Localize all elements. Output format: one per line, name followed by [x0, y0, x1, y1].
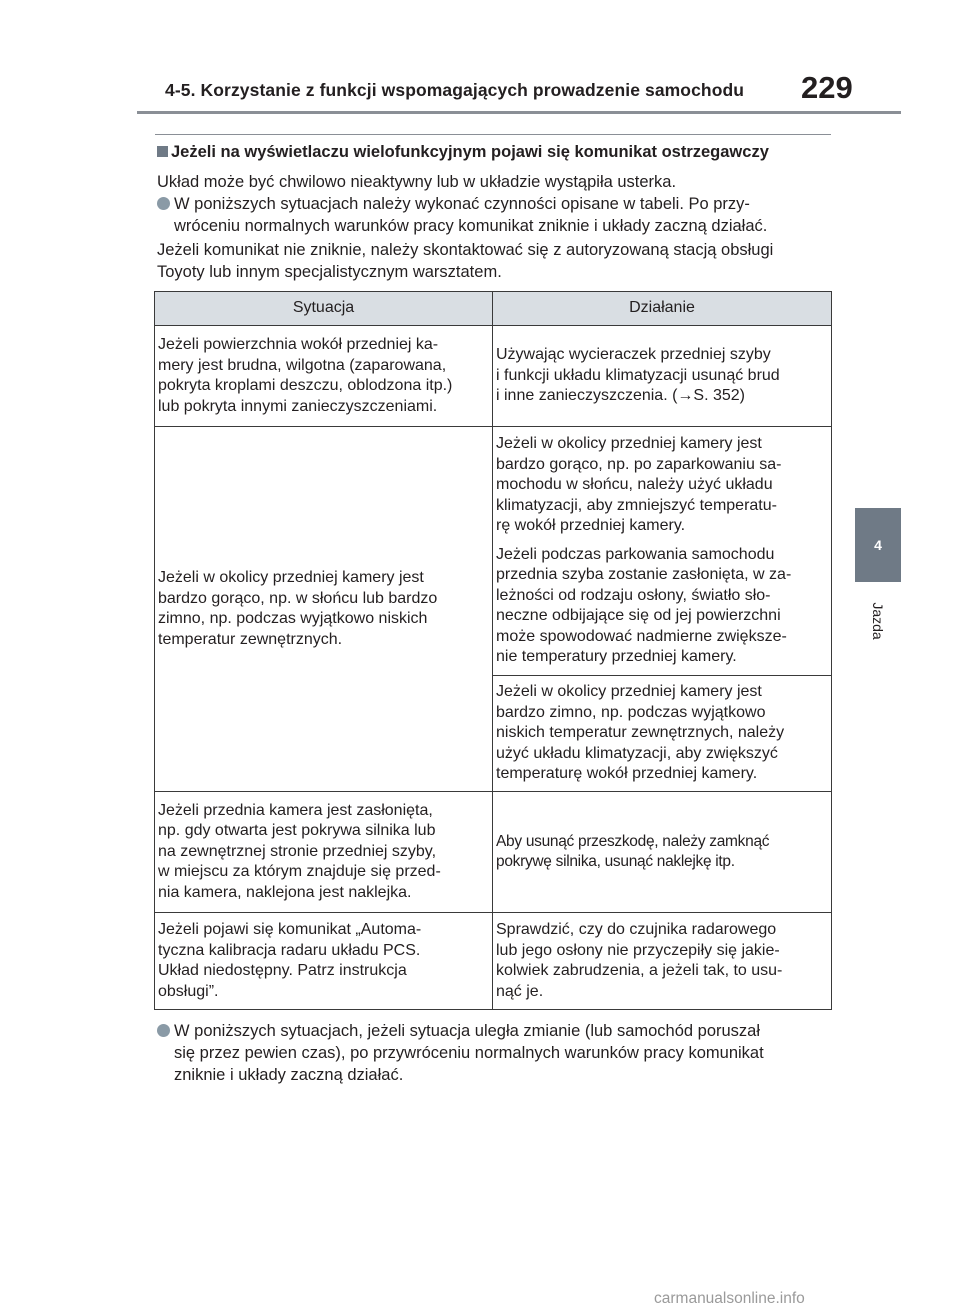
cell-line: nia kamera, naklejona jest naklejka.	[158, 883, 412, 901]
cell-line: obsługi”.	[158, 982, 219, 1000]
cell-line: tyczna kalibracja radaru układu PCS.	[158, 941, 421, 959]
cell-line: mochodu w słońcu, należy użyć układu	[496, 476, 773, 494]
cell-line: temperaturę wokół przedniej kamery.	[496, 765, 758, 783]
action-cell	[493, 326, 832, 427]
bullet-paragraph-1	[157, 193, 833, 237]
cell-line: np. gdy otwarta jest pokrywa silnika lub	[158, 822, 436, 840]
cell-line: kolwiek zabrudzenia, a jeżeli tak, to usu-	[496, 962, 783, 979]
cell-line: neczne odbijające się od jej powierzchni	[496, 607, 781, 625]
table-row	[155, 792, 832, 913]
cell-line: w miejscu za którym znajduje się przed-	[158, 863, 441, 881]
watermark: carmanualsonline.info	[654, 1290, 805, 1307]
situation-action-table	[154, 291, 832, 1010]
header-situation: Sytuacja	[155, 292, 493, 326]
cell-line: temperatur zewnętrznych.	[158, 630, 343, 648]
situation-cell	[155, 326, 493, 427]
table-row	[155, 913, 832, 1010]
cell-line: lub jego osłony nie przyczepiły się jakie-	[496, 941, 780, 959]
cell-line: niskich temperatur zewnętrznych, należy	[496, 724, 785, 742]
cell-line: Układ niedostępny. Patrz instrukcja	[158, 962, 407, 979]
cell-line: i funkcji układu klimatyzacji usunąć brud	[496, 366, 780, 384]
action-cell	[493, 676, 832, 792]
page-number: 229	[801, 70, 853, 105]
contact-line: Jeżeli komunikat nie zniknie, należy skontaktować się z autoryzowaną stacją obsługi	[157, 241, 774, 259]
situation-cell	[155, 427, 493, 792]
table-row	[155, 326, 832, 427]
cell-line: Aby usunąć przeszkodę, należy zamknąć	[496, 832, 770, 850]
intro-paragraph: Układ może być chwilowo nieaktywny lub w układzie wystąpiła usterka.	[157, 173, 677, 191]
cell-line: mery jest brudna, wilgotna (zaparowana,	[158, 356, 447, 374]
chapter-label-text: Jazda	[870, 602, 886, 640]
page-header-title: 4-5. Korzystanie z funkcji wspomagających prowadzenie samochodu	[165, 80, 745, 100]
bullet1-line: W poniższych sytuacjach należy wykonać czynności opisane w tabeli. Po przy-	[174, 195, 750, 213]
cell-line: lub pokryta innymi zanieczyszczeniami.	[158, 397, 438, 415]
cell-line: Używając wycieraczek przedniej szyby	[496, 346, 771, 364]
header-divider	[137, 111, 901, 114]
cell-line: Jeżeli w okolicy przedniej kamery jest	[158, 569, 424, 586]
cell-line: leżności od rodzaju osłony, światło sło-	[496, 586, 771, 604]
header-action: Działanie	[493, 292, 832, 326]
circle-bullet-icon	[157, 1024, 170, 1037]
cell-line: bardzo gorąco, np. w słońcu lub bardzo	[158, 589, 438, 607]
bullet-paragraph-2	[157, 1020, 833, 1086]
section-divider	[155, 134, 831, 135]
table-row	[155, 427, 832, 676]
action-cell	[493, 792, 832, 913]
situation-cell	[155, 792, 493, 913]
cell-line: klimatyzacji, aby zmniejszyć temperatu-	[496, 496, 777, 514]
cell-line: użyć układu klimatyzacji, aby zwiększyć	[496, 744, 778, 762]
cell-line: Jeżeli podczas parkowania samochodu	[496, 545, 775, 563]
table-header-row	[155, 292, 832, 326]
bullet2-line: zniknie i układy zaczną działać.	[174, 1066, 404, 1084]
cell-line: Jeżeli w okolicy przedniej kamery jest	[496, 683, 762, 701]
bullet2-line: się przez pewien czas), po przywróceniu normalnych warunków pracy komunikat	[174, 1044, 764, 1062]
chapter-tab: 4	[855, 508, 901, 582]
cell-line: przednia szyba zostanie zasłonięta, w za-	[496, 566, 792, 584]
bullet2-line: W poniższych sytuacjach, jeżeli sytuacja uległa zmianie (lub samochód poruszał	[174, 1022, 761, 1040]
cell-line: na zewnętrznej stronie przedniej szyby,	[158, 842, 437, 860]
cell-line: Jeżeli powierzchnia wokół przedniej ka-	[158, 336, 439, 353]
cell-line: zimno, np. podczas wyjątkowo niskich	[158, 610, 428, 627]
bullet1-line: wróceniu normalnych warunków pracy komunikat zniknie i układy zaczną działać.	[174, 217, 768, 235]
cell-line: bardzo zimno, np. podczas wyjątkowo	[496, 703, 766, 721]
cell-line: Jeżeli pojawi się komunikat „Automa-	[158, 921, 422, 938]
contact-line: Toyoty lub innym specjalistycznym warsztatem.	[157, 263, 502, 281]
circle-bullet-icon	[157, 197, 170, 210]
action-cell	[493, 427, 832, 676]
situation-cell	[155, 913, 493, 1010]
contact-paragraph	[157, 239, 773, 283]
cell-line: Jeżeli w okolicy przedniej kamery jest	[496, 435, 762, 453]
cell-line: i inne zanieczyszczenia. (→S. 352)	[496, 387, 745, 405]
cell-line: Sprawdzić, czy do czujnika radarowego	[496, 921, 777, 938]
chapter-label	[866, 593, 890, 653]
square-bullet-icon	[157, 146, 168, 157]
section-heading	[157, 143, 769, 162]
action-cell	[493, 913, 832, 1010]
section-heading-text: Jeżeli na wyświetlaczu wielofunkcyjnym pojawi się komunikat ostrzegawczy	[171, 143, 769, 161]
cell-line: bardzo gorąco, np. po zaparkowaniu sa-	[496, 455, 782, 473]
cell-line: pokrywę silnika, usunąć naklejkę itp.	[496, 853, 735, 870]
cell-line: może spowodować nadmierne zwiększe-	[496, 627, 787, 645]
cell-line: pokryta kroplami deszczu, oblodzona itp.)	[158, 377, 453, 394]
cell-line: nie temperatury przedniej kamery.	[496, 648, 737, 666]
cell-line: nąć je.	[496, 982, 544, 1000]
cell-line: rę wokół przedniej kamery.	[496, 517, 686, 535]
cell-line: Jeżeli przednia kamera jest zasłonięta,	[158, 801, 433, 819]
